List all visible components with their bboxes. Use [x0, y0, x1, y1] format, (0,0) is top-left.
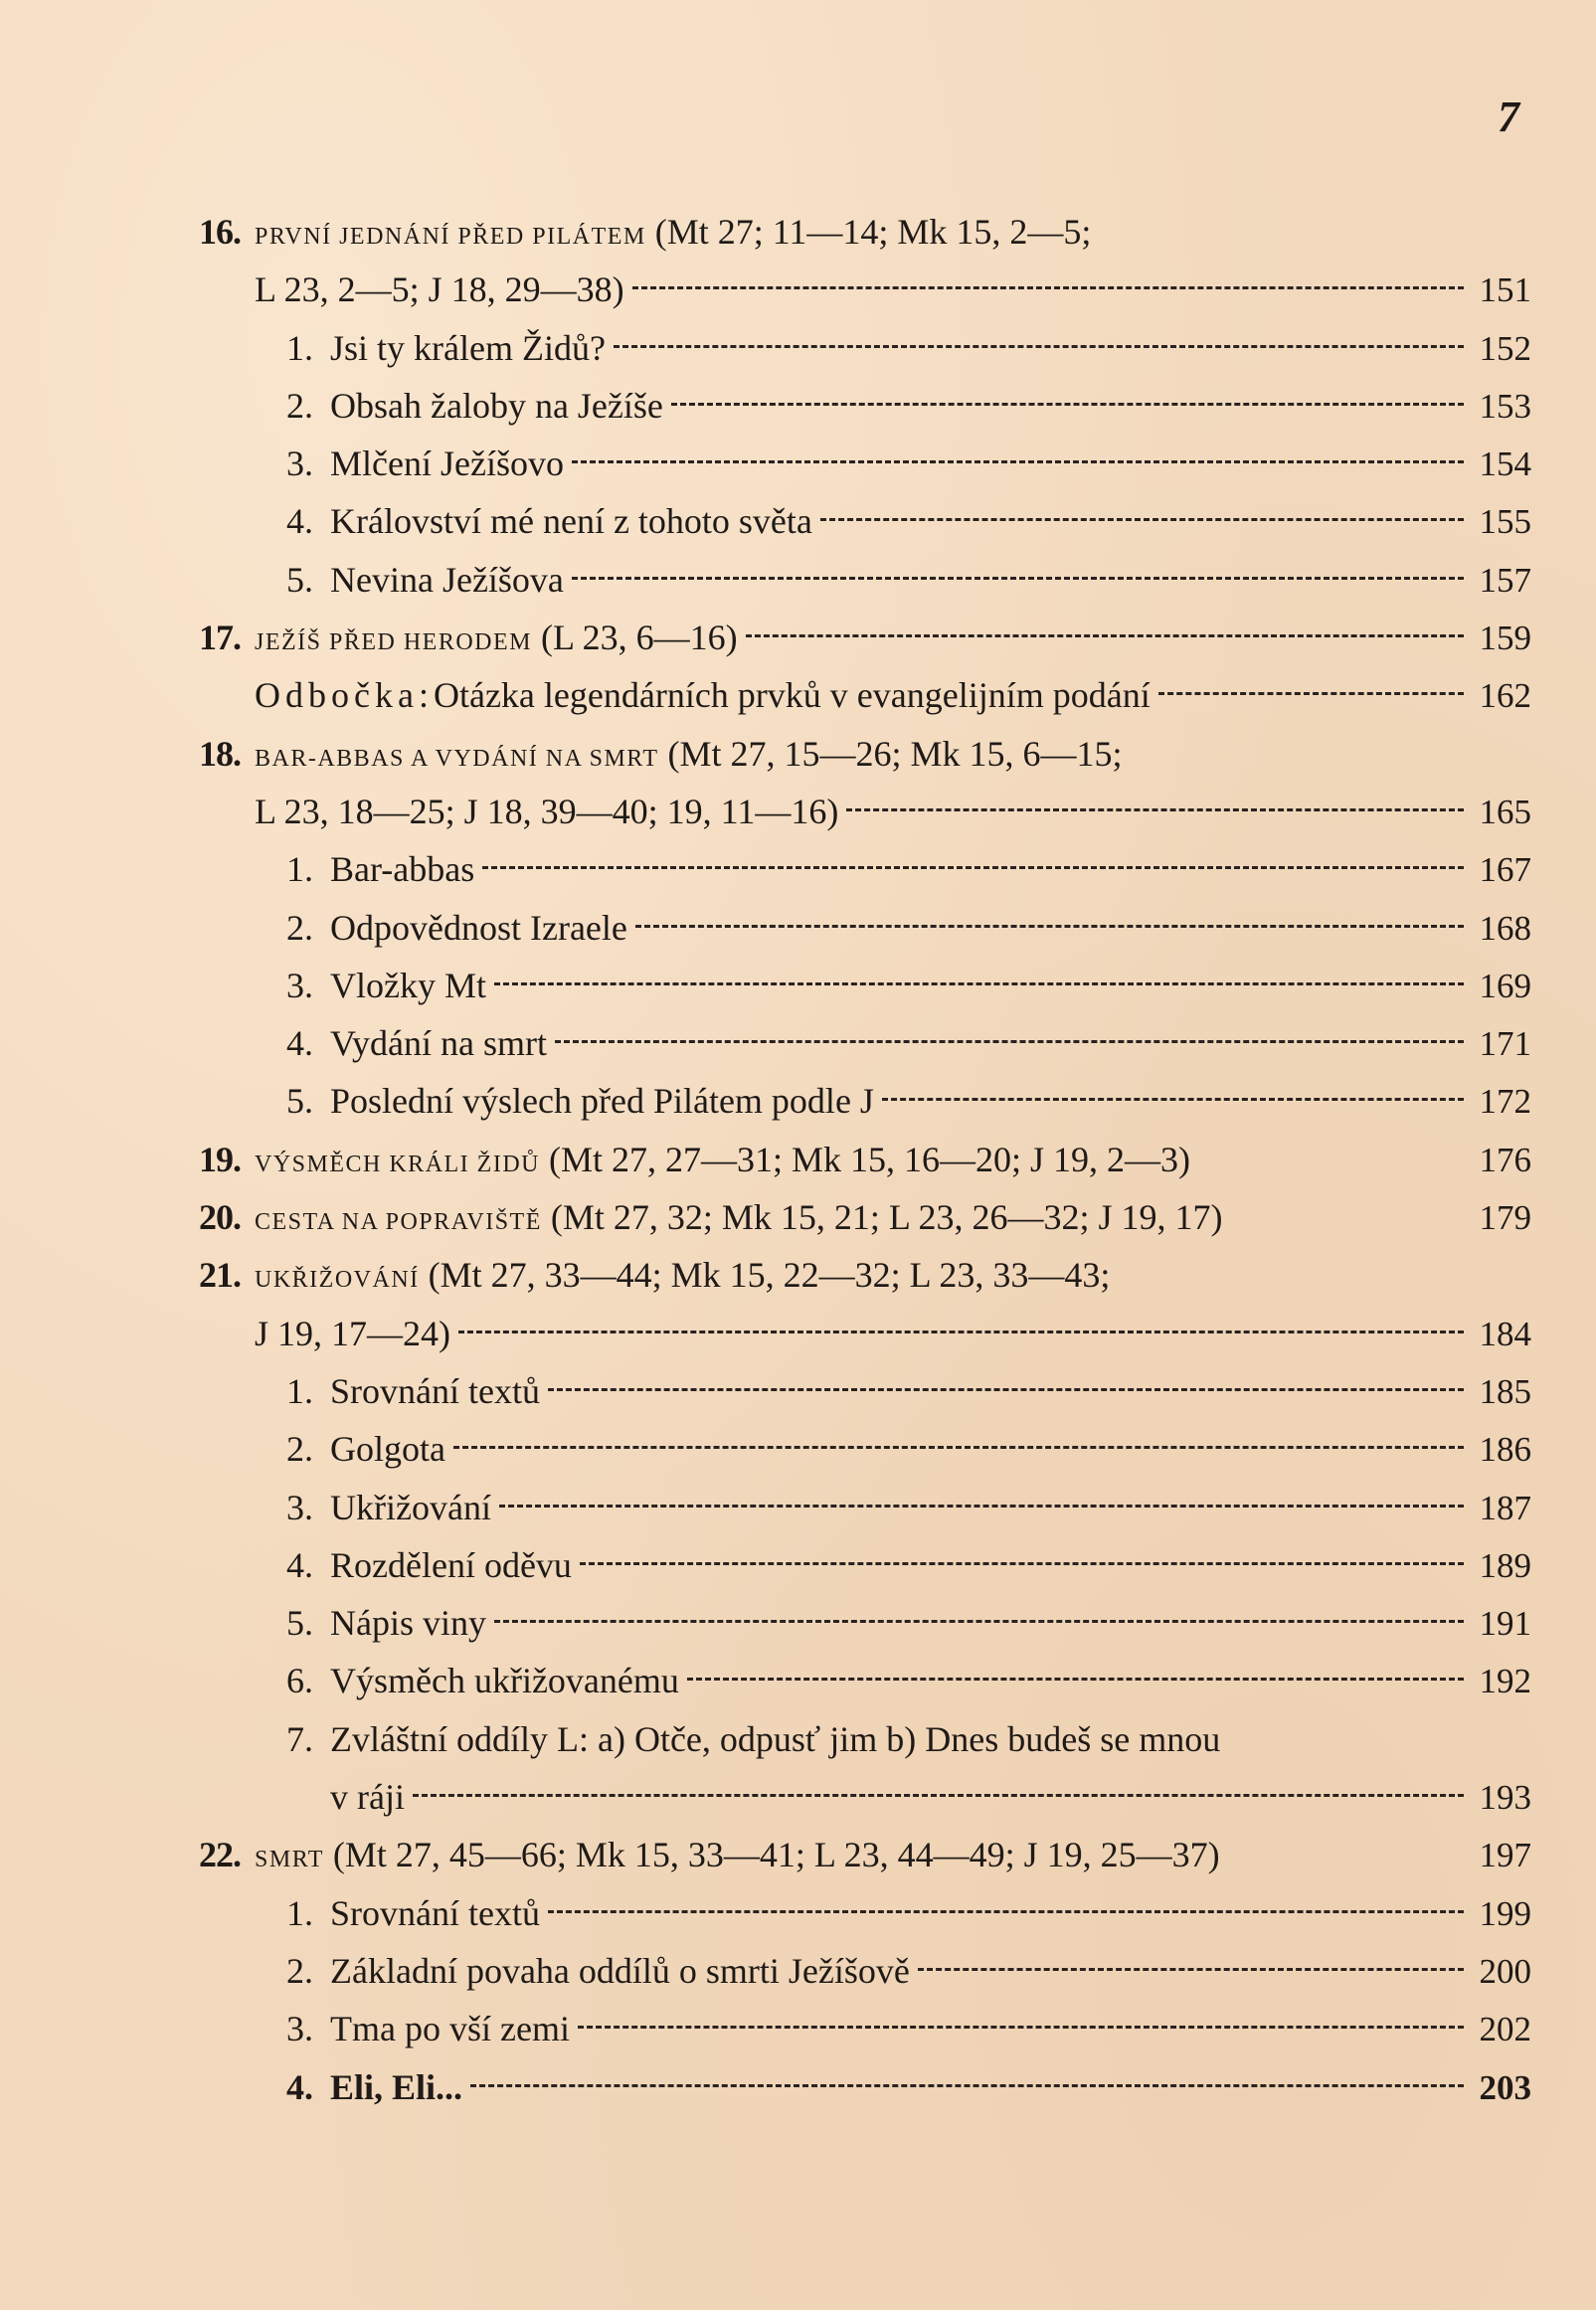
dot-leader — [494, 1620, 1464, 1623]
section-title-refs: (Mt 27, 32; Mk 15, 21; L 23, 26—32; J 19, 17) — [541, 1197, 1223, 1238]
dot-leader — [746, 634, 1464, 637]
subsection-title: Tma po vší zemi — [330, 2009, 570, 2049]
toc-page-ref: 191 — [1479, 1604, 1531, 1644]
subsection-number: 7. — [286, 1718, 313, 1759]
toc-row — [199, 1536, 1531, 1594]
toc-page-ref: 186 — [1479, 1430, 1531, 1470]
toc-page-ref: 176 — [1479, 1140, 1531, 1179]
dot-leader — [882, 1098, 1464, 1101]
toc-page-ref: 159 — [1479, 619, 1531, 658]
dot-leader — [1158, 692, 1464, 695]
subsection-title: Srovnání textů — [330, 1370, 540, 1411]
toc-page-ref: 152 — [1479, 328, 1531, 368]
dot-leader — [548, 1388, 1464, 1391]
dot-leader — [614, 345, 1464, 348]
toc-page-ref: 151 — [1479, 270, 1531, 310]
subsection-number: 3. — [286, 2009, 313, 2049]
toc-row — [199, 377, 1531, 435]
section-title-continued: J 19, 17—24) — [255, 1313, 450, 1353]
toc-row — [199, 783, 1531, 840]
section-title-caps: JEŽÍŠ PŘED HERODEM — [255, 629, 533, 656]
subsection-number: 5. — [286, 1603, 313, 1644]
subsection-title: Ukřižování — [330, 1487, 491, 1527]
subsection-title: Království mé není z tohoto světa — [330, 501, 812, 542]
section-number: 16. — [199, 212, 241, 252]
toc-page-ref: 179 — [1479, 1198, 1531, 1238]
dot-leader — [635, 925, 1464, 928]
toc-page-ref: 157 — [1479, 560, 1531, 600]
toc-page-ref: 197 — [1479, 1836, 1531, 1875]
subsection-number: 1. — [286, 1370, 313, 1411]
toc-page-ref: 162 — [1479, 676, 1531, 716]
subsection-number: 2. — [286, 1429, 313, 1470]
subsection-number: 1. — [286, 1892, 313, 1933]
subsection-number: 3. — [286, 965, 313, 1005]
toc-page-ref: 189 — [1479, 1545, 1531, 1585]
subsection-title: Mlčení Ježíšovo — [330, 444, 564, 484]
toc-row — [199, 1942, 1531, 2000]
dot-leader — [555, 1040, 1464, 1043]
toc-page-ref: 184 — [1479, 1314, 1531, 1353]
section-title — [255, 609, 738, 671]
section-number: 21. — [199, 1255, 241, 1296]
section-title-refs: (Mt 27, 33—44; Mk 15, 22—32; L 23, 33—43; — [419, 1255, 1111, 1296]
toc-page-ref: 169 — [1479, 966, 1531, 1005]
toc-row — [199, 551, 1531, 609]
subsection-title: Výsměch ukřižovanému — [330, 1661, 679, 1701]
section-title-refs: (L 23, 6—16) — [532, 618, 738, 658]
subsection-number: 4. — [286, 501, 313, 542]
toc-row — [199, 2000, 1531, 2057]
digression-label: Odbočka: — [255, 675, 434, 716]
dot-leader — [580, 1562, 1464, 1565]
toc-row — [199, 1594, 1531, 1652]
toc-row — [199, 435, 1531, 492]
subsection-number: 2. — [286, 385, 313, 426]
subsection-number: 4. — [286, 2066, 313, 2107]
dot-leader — [846, 808, 1464, 811]
subsection-number: 2. — [286, 907, 313, 948]
subsection-title: Vložky Mt — [330, 965, 486, 1005]
section-title-refs: (Mt 27, 45—66; Mk 15, 33—41; L 23, 44—49; J 19, 25—37) — [323, 1835, 1220, 1875]
dot-leader — [548, 1910, 1464, 1913]
toc-row — [199, 1420, 1531, 1478]
subsection-title: Nevina Ježíšova — [330, 559, 564, 600]
toc-row — [199, 840, 1531, 898]
subsection-title: Zvláštní oddíly L: a) Otče, odpusť jim b) Dnes budeš se mnou — [330, 1718, 1221, 1759]
toc-row — [199, 725, 1531, 783]
toc-page-ref: 187 — [1479, 1488, 1531, 1527]
digression-title: Otázka legendárních prvků v evangelijním podání — [433, 675, 1151, 716]
toc-row — [199, 203, 1531, 261]
toc-row — [199, 2058, 1531, 2116]
toc-page-ref: 153 — [1479, 386, 1531, 426]
section-title — [255, 203, 1091, 266]
dot-leader — [918, 1968, 1464, 1971]
subsection-title: Eli, Eli... — [330, 2066, 463, 2107]
section-title-caps: CESTA NA POPRAVIŠTĚ — [255, 1209, 542, 1236]
toc-row — [199, 1826, 1531, 1883]
subsection-number: 6. — [286, 1661, 313, 1701]
toc-row — [199, 666, 1531, 724]
table-of-contents — [199, 203, 1531, 2116]
dot-leader — [453, 1446, 1464, 1449]
toc-page-ref: 203 — [1479, 2067, 1531, 2107]
page-number: 7 — [1498, 92, 1519, 141]
subsection-title: Srovnání textů — [330, 1892, 540, 1933]
toc-page-ref: 167 — [1479, 850, 1531, 890]
subsection-title: Jsi ty králem Židů? — [330, 327, 606, 368]
toc-page-ref: 193 — [1479, 1778, 1531, 1818]
toc-row — [199, 319, 1531, 377]
subsection-title: Nápis viny — [330, 1603, 486, 1644]
subsection-number: 2. — [286, 1950, 313, 1991]
subsection-number: 5. — [286, 559, 313, 600]
subsection-title: Základní povaha oddílů o smrti Ježíšově — [330, 1950, 910, 1991]
dot-leader — [572, 460, 1464, 463]
section-title — [255, 1188, 1223, 1251]
subsection-title: Bar-abbas — [330, 849, 475, 890]
dot-leader — [687, 1678, 1464, 1681]
toc-row — [199, 1131, 1531, 1188]
section-title — [255, 1131, 1190, 1193]
section-title-refs: (Mt 27; 11—14; Mk 15, 2—5; — [645, 212, 1092, 252]
section-title-refs: (Mt 27, 15—26; Mk 15, 6—15; — [658, 733, 1123, 774]
subsection-title: Poslední výslech před Pilátem podle J — [330, 1081, 874, 1122]
section-title-caps: SMRT — [255, 1847, 324, 1873]
dot-leader — [458, 1331, 1464, 1333]
toc-page-ref: 154 — [1479, 444, 1531, 484]
toc-page-ref: 171 — [1479, 1024, 1531, 1064]
subsection-number: 5. — [286, 1081, 313, 1122]
toc-page-ref: 192 — [1479, 1662, 1531, 1701]
toc-page-ref: 199 — [1479, 1893, 1531, 1933]
section-title — [255, 1826, 1220, 1888]
toc-row — [199, 899, 1531, 957]
toc-row — [199, 1884, 1531, 1942]
section-title-caps: UKŘIŽOVÁNÍ — [255, 1267, 420, 1294]
toc-row — [199, 1188, 1531, 1246]
subsection-title: Odpovědnost Izraele — [330, 907, 627, 948]
subsection-title-continued: v ráji — [330, 1777, 405, 1818]
subsection-number: 3. — [286, 1487, 313, 1527]
toc-page-ref: 165 — [1479, 792, 1531, 831]
toc-row — [199, 1652, 1531, 1709]
toc-row — [199, 609, 1531, 666]
section-title-refs: (Mt 27, 27—31; Mk 15, 16—20; J 19, 2—3) — [540, 1139, 1191, 1179]
subsection-title: Rozdělení oděvu — [330, 1544, 572, 1585]
toc-page-ref: 155 — [1479, 502, 1531, 542]
dot-leader — [578, 2026, 1464, 2029]
section-title-caps: BAR-ABBAS A VYDÁNÍ NA SMRT — [255, 745, 659, 772]
dot-leader — [572, 577, 1464, 580]
subsection-title: Obsah žaloby na Ježíše — [330, 385, 663, 426]
dot-leader — [671, 403, 1464, 406]
dot-leader — [820, 518, 1464, 521]
toc-page-ref: 185 — [1479, 1371, 1531, 1411]
section-title-caps: VÝSMĚCH KRÁLI ŽIDŮ — [255, 1151, 540, 1177]
dot-leader — [499, 1505, 1464, 1508]
dot-leader — [470, 2084, 1464, 2087]
section-title — [255, 725, 1123, 788]
toc-row — [199, 1014, 1531, 1072]
subsection-number: 4. — [286, 1023, 313, 1064]
subsection-title: Vydání na smrt — [330, 1023, 547, 1064]
section-number: 20. — [199, 1197, 241, 1238]
toc-row — [199, 1072, 1531, 1130]
section-title-continued: L 23, 2—5; J 18, 29—38) — [255, 269, 624, 310]
toc-row — [199, 1246, 1531, 1304]
section-title — [255, 1246, 1110, 1309]
toc-page-ref: 202 — [1479, 2010, 1531, 2049]
toc-row — [199, 1479, 1531, 1536]
section-number: 22. — [199, 1835, 241, 1875]
toc-row — [199, 492, 1531, 550]
toc-row — [199, 1362, 1531, 1420]
toc-row — [199, 1710, 1531, 1768]
section-title-continued: L 23, 18—25; J 18, 39—40; 19, 11—16) — [255, 791, 839, 831]
subsection-number: 3. — [286, 444, 313, 484]
section-number: 18. — [199, 733, 241, 774]
toc-row — [199, 1768, 1531, 1826]
section-title-caps: PRVNÍ JEDNÁNÍ PŘED PILÁTEM — [255, 224, 646, 250]
toc-page-ref: 168 — [1479, 908, 1531, 948]
subsection-number: 4. — [286, 1544, 313, 1585]
section-number: 19. — [199, 1139, 241, 1179]
dot-leader — [482, 866, 1464, 869]
section-number: 17. — [199, 618, 241, 658]
toc-page-ref: 172 — [1479, 1082, 1531, 1122]
dot-leader — [413, 1794, 1464, 1797]
dot-leader — [632, 286, 1464, 289]
subsection-title: Golgota — [330, 1429, 445, 1470]
subsection-number: 1. — [286, 327, 313, 368]
toc-row — [199, 1305, 1531, 1362]
toc-row — [199, 261, 1531, 318]
dot-leader — [494, 982, 1464, 985]
subsection-number: 1. — [286, 849, 313, 890]
toc-page-ref: 200 — [1479, 1951, 1531, 1991]
toc-row — [199, 957, 1531, 1014]
